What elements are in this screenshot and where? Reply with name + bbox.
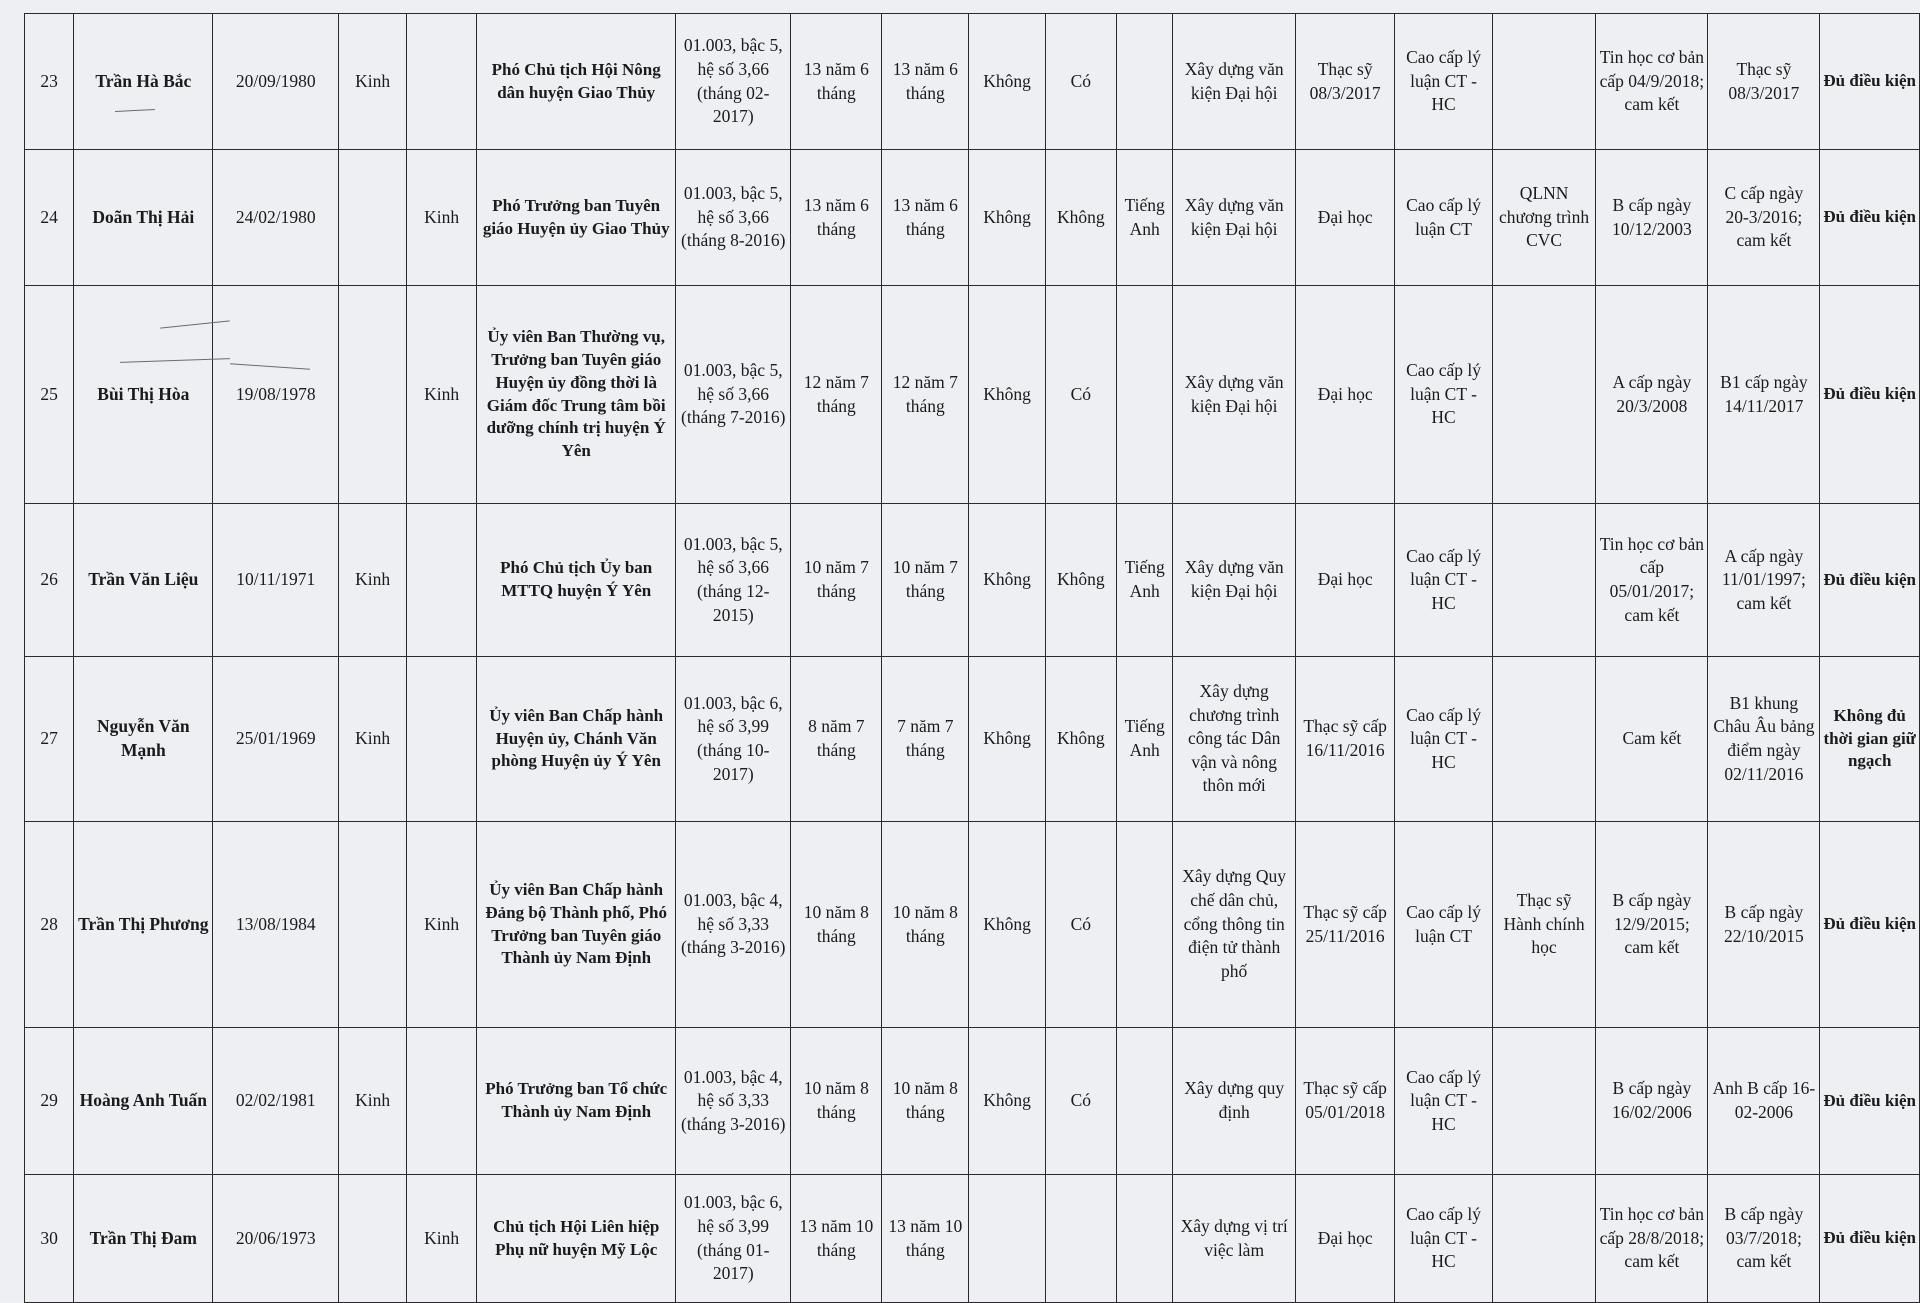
grade-years-cell: 13 năm 6 tháng [882, 150, 969, 286]
ethnic-female-cell: Kinh [407, 286, 477, 504]
table-row [25, 14, 1920, 150]
state-management-cell [1492, 1175, 1596, 1303]
table-row [25, 150, 1920, 286]
ethnic-male-cell [339, 286, 407, 504]
political-theory-cell: Cao cấp lý luận CT - HC [1395, 286, 1492, 504]
state-management-cell [1492, 14, 1596, 150]
salary-cell: 01.003, bậc 6, hệ số 3,99 (tháng 10-2017) [676, 657, 791, 822]
dob-male-cell: 10/11/1971 [213, 504, 339, 657]
salary-cell: 01.003, bậc 5, hệ số 3,66 (tháng 7-2016) [676, 286, 791, 504]
dob-male-cell: 20/06/1973 [213, 1175, 339, 1303]
it-certificate-cell: A cấp ngày 20/3/2008 [1596, 286, 1708, 504]
project-cell: Xây dựng quy định [1173, 1028, 1295, 1175]
political-theory-cell: Cao cấp lý luận CT - HC [1395, 657, 1492, 822]
ethnic-female-cell [407, 14, 477, 150]
name-cell: Nguyễn Văn Mạnh [74, 657, 213, 822]
name-cell: Trần Thị Đam [74, 1175, 213, 1303]
it-certificate-cell: Tin học cơ bản cấp 28/8/2018; cam kết [1596, 1175, 1708, 1303]
stt-cell: 25 [25, 286, 74, 504]
project-cell: Xây dựng văn kiện Đại hội [1173, 14, 1295, 150]
name-cell: Doãn Thị Hải [74, 150, 213, 286]
criterion-b-cell: Có [1045, 1028, 1116, 1175]
grade-years-cell: 13 năm 10 tháng [882, 1175, 969, 1303]
degree-cell: Đại học [1295, 504, 1394, 657]
stt-cell: 23 [25, 14, 74, 150]
criterion-a-cell [969, 1175, 1045, 1303]
criterion-b-cell: Không [1045, 150, 1116, 286]
criterion-a-cell: Không [969, 822, 1045, 1028]
it-certificate-cell: Tin học cơ bản cấp 05/01/2017; cam kết [1596, 504, 1708, 657]
state-management-cell [1492, 286, 1596, 504]
position-cell: Phó Chủ tịch Ủy ban MTTQ huyện Ý Yên [477, 504, 676, 657]
service-years-cell: 10 năm 8 tháng [791, 822, 882, 1028]
language-certificate-cell: B1 khung Châu Âu bảng điểm ngày 02/11/2016 [1708, 657, 1820, 822]
it-certificate-cell: Cam kết [1596, 657, 1708, 822]
service-years-cell: 10 năm 8 tháng [791, 1028, 882, 1175]
ethnic-female-cell: Kinh [407, 150, 477, 286]
name-cell: Trần Thị Phương [74, 822, 213, 1028]
state-management-cell [1492, 504, 1596, 657]
salary-cell: 01.003, bậc 5, hệ số 3,66 (tháng 8-2016) [676, 150, 791, 286]
stt-cell: 26 [25, 504, 74, 657]
dob-male-cell: 24/02/1980 [213, 150, 339, 286]
dob-male-cell: 13/08/1984 [213, 822, 339, 1028]
salary-cell: 01.003, bậc 6, hệ số 3,99 (tháng 01-2017) [676, 1175, 791, 1303]
political-theory-cell: Cao cấp lý luận CT [1395, 822, 1492, 1028]
criterion-a-cell: Không [969, 286, 1045, 504]
political-theory-cell: Cao cấp lý luận CT - HC [1395, 14, 1492, 150]
position-cell: Chủ tịch Hội Liên hiệp Phụ nữ huyện Mỹ Lộc [477, 1175, 676, 1303]
foreign-language-cell: Tiếng Anh [1116, 150, 1173, 286]
language-certificate-cell: Thạc sỹ 08/3/2017 [1708, 14, 1820, 150]
dob-male-cell: 25/01/1969 [213, 657, 339, 822]
state-management-cell: QLNN chương trình CVC [1492, 150, 1596, 286]
ethnic-male-cell [339, 1175, 407, 1303]
grade-years-cell: 10 năm 8 tháng [882, 822, 969, 1028]
language-certificate-cell: A cấp ngày 11/01/1997; cam kết [1708, 504, 1820, 657]
stt-cell: 24 [25, 150, 74, 286]
ethnic-female-cell [407, 1028, 477, 1175]
political-theory-cell: Cao cấp lý luận CT - HC [1395, 1028, 1492, 1175]
project-cell: Xây dựng Quy chế dân chủ, cổng thông tin điện tử thành phố [1173, 822, 1295, 1028]
degree-cell: Đại học [1295, 1175, 1394, 1303]
stt-cell: 29 [25, 1028, 74, 1175]
ethnic-female-cell [407, 504, 477, 657]
foreign-language-cell [1116, 822, 1173, 1028]
state-management-cell [1492, 657, 1596, 822]
dob-male-cell: 02/02/1981 [213, 1028, 339, 1175]
result-cell: Đủ điều kiện [1820, 286, 1920, 504]
criterion-b-cell [1045, 1175, 1116, 1303]
it-certificate-cell: Tin học cơ bản cấp 04/9/2018; cam kết [1596, 14, 1708, 150]
service-years-cell: 8 năm 7 tháng [791, 657, 882, 822]
position-cell: Phó Trưởng ban Tổ chức Thành ủy Nam Định [477, 1028, 676, 1175]
ethnic-male-cell: Kinh [339, 657, 407, 822]
foreign-language-cell [1116, 286, 1173, 504]
degree-cell: Thạc sỹ 08/3/2017 [1295, 14, 1394, 150]
criterion-a-cell: Không [969, 150, 1045, 286]
service-years-cell: 10 năm 7 tháng [791, 504, 882, 657]
language-certificate-cell: B cấp ngày 03/7/2018; cam kết [1708, 1175, 1820, 1303]
service-years-cell: 13 năm 6 tháng [791, 14, 882, 150]
ethnic-female-cell [407, 657, 477, 822]
ethnic-male-cell [339, 822, 407, 1028]
state-management-cell [1492, 1028, 1596, 1175]
stt-cell: 27 [25, 657, 74, 822]
criterion-a-cell: Không [969, 1028, 1045, 1175]
dob-male-cell: 20/09/1980 [213, 14, 339, 150]
degree-cell: Đại học [1295, 286, 1394, 504]
grade-years-cell: 7 năm 7 tháng [882, 657, 969, 822]
criterion-b-cell: Không [1045, 657, 1116, 822]
project-cell: Xây dựng chương trình công tác Dân vận và nông thôn mới [1173, 657, 1295, 822]
result-cell: Đủ điều kiện [1820, 504, 1920, 657]
candidate-table [24, 13, 1920, 1303]
result-cell: Không đủ thời gian giữ ngạch [1820, 657, 1920, 822]
project-cell: Xây dựng văn kiện Đại hội [1173, 150, 1295, 286]
table-row [25, 657, 1920, 822]
foreign-language-cell: Tiếng Anh [1116, 657, 1173, 822]
language-certificate-cell: C cấp ngày 20-3/2016; cam kết [1708, 150, 1820, 286]
position-cell: Ủy viên Ban Thường vụ, Trưởng ban Tuyên giáo Huyện ủy đồng thời là Giám đốc Trung tâm bồi dưỡng chính trị huyện Ý Yên [477, 286, 676, 504]
degree-cell: Thạc sỹ cấp 16/11/2016 [1295, 657, 1394, 822]
position-cell: Phó Trưởng ban Tuyên giáo Huyện ủy Giao Thủy [477, 150, 676, 286]
position-cell: Ủy viên Ban Chấp hành Huyện ủy, Chánh Văn phòng Huyện ủy Ý Yên [477, 657, 676, 822]
criterion-a-cell: Không [969, 504, 1045, 657]
service-years-cell: 13 năm 10 tháng [791, 1175, 882, 1303]
position-cell: Ủy viên Ban Chấp hành Đảng bộ Thành phố, Phó Trưởng ban Tuyên giáo Thành ủy Nam Định [477, 822, 676, 1028]
service-years-cell: 13 năm 6 tháng [791, 150, 882, 286]
criterion-a-cell: Không [969, 657, 1045, 822]
it-certificate-cell: B cấp ngày 16/02/2006 [1596, 1028, 1708, 1175]
language-certificate-cell: Anh B cấp 16-02-2006 [1708, 1028, 1820, 1175]
result-cell: Đủ điều kiện [1820, 1175, 1920, 1303]
name-cell: Trần Văn Liệu [74, 504, 213, 657]
political-theory-cell: Cao cấp lý luận CT [1395, 150, 1492, 286]
result-cell: Đủ điều kiện [1820, 1028, 1920, 1175]
result-cell: Đủ điều kiện [1820, 822, 1920, 1028]
foreign-language-cell [1116, 14, 1173, 150]
grade-years-cell: 10 năm 8 tháng [882, 1028, 969, 1175]
political-theory-cell: Cao cấp lý luận CT - HC [1395, 1175, 1492, 1303]
criterion-a-cell: Không [969, 14, 1045, 150]
ethnic-male-cell [339, 150, 407, 286]
ethnic-male-cell: Kinh [339, 504, 407, 657]
result-cell: Đủ điều kiện [1820, 150, 1920, 286]
language-certificate-cell: B1 cấp ngày 14/11/2017 [1708, 286, 1820, 504]
table-body [25, 14, 1920, 1303]
ethnic-female-cell: Kinh [407, 822, 477, 1028]
ethnic-male-cell: Kinh [339, 14, 407, 150]
name-cell: Trần Hà Bắc [74, 14, 213, 150]
political-theory-cell: Cao cấp lý luận CT - HC [1395, 504, 1492, 657]
salary-cell: 01.003, bậc 4, hệ số 3,33 (tháng 3-2016) [676, 1028, 791, 1175]
project-cell: Xây dựng văn kiện Đại hội [1173, 504, 1295, 657]
position-cell: Phó Chủ tịch Hội Nông dân huyện Giao Thủy [477, 14, 676, 150]
ethnic-female-cell: Kinh [407, 1175, 477, 1303]
salary-cell: 01.003, bậc 4, hệ số 3,33 (tháng 3-2016) [676, 822, 791, 1028]
state-management-cell: Thạc sỹ Hành chính học [1492, 822, 1596, 1028]
salary-cell: 01.003, bậc 5, hệ số 3,66 (tháng 02-2017) [676, 14, 791, 150]
table-row [25, 504, 1920, 657]
grade-years-cell: 10 năm 7 tháng [882, 504, 969, 657]
project-cell: Xây dựng vị trí việc làm [1173, 1175, 1295, 1303]
degree-cell: Thạc sỹ cấp 25/11/2016 [1295, 822, 1394, 1028]
degree-cell: Thạc sỹ cấp 05/01/2018 [1295, 1028, 1394, 1175]
table-row [25, 1175, 1920, 1303]
grade-years-cell: 13 năm 6 tháng [882, 14, 969, 150]
dob-male-cell: 19/08/1978 [213, 286, 339, 504]
project-cell: Xây dựng văn kiện Đại hội [1173, 286, 1295, 504]
foreign-language-cell [1116, 1175, 1173, 1303]
criterion-b-cell: Có [1045, 286, 1116, 504]
criterion-b-cell: Không [1045, 504, 1116, 657]
degree-cell: Đại học [1295, 150, 1394, 286]
service-years-cell: 12 năm 7 tháng [791, 286, 882, 504]
table-row [25, 1028, 1920, 1175]
result-cell: Đủ điều kiện [1820, 14, 1920, 150]
grade-years-cell: 12 năm 7 tháng [882, 286, 969, 504]
criterion-b-cell: Có [1045, 14, 1116, 150]
stt-cell: 30 [25, 1175, 74, 1303]
table-row [25, 822, 1920, 1028]
name-cell: Hoàng Anh Tuấn [74, 1028, 213, 1175]
name-cell: Bùi Thị Hòa [74, 286, 213, 504]
language-certificate-cell: B cấp ngày 22/10/2015 [1708, 822, 1820, 1028]
salary-cell: 01.003, bậc 5, hệ số 3,66 (tháng 12-2015) [676, 504, 791, 657]
table-row [25, 286, 1920, 504]
criterion-b-cell: Có [1045, 822, 1116, 1028]
it-certificate-cell: B cấp ngày 12/9/2015; cam kết [1596, 822, 1708, 1028]
it-certificate-cell: B cấp ngày 10/12/2003 [1596, 150, 1708, 286]
foreign-language-cell [1116, 1028, 1173, 1175]
foreign-language-cell: Tiếng Anh [1116, 504, 1173, 657]
stt-cell: 28 [25, 822, 74, 1028]
ethnic-male-cell: Kinh [339, 1028, 407, 1175]
